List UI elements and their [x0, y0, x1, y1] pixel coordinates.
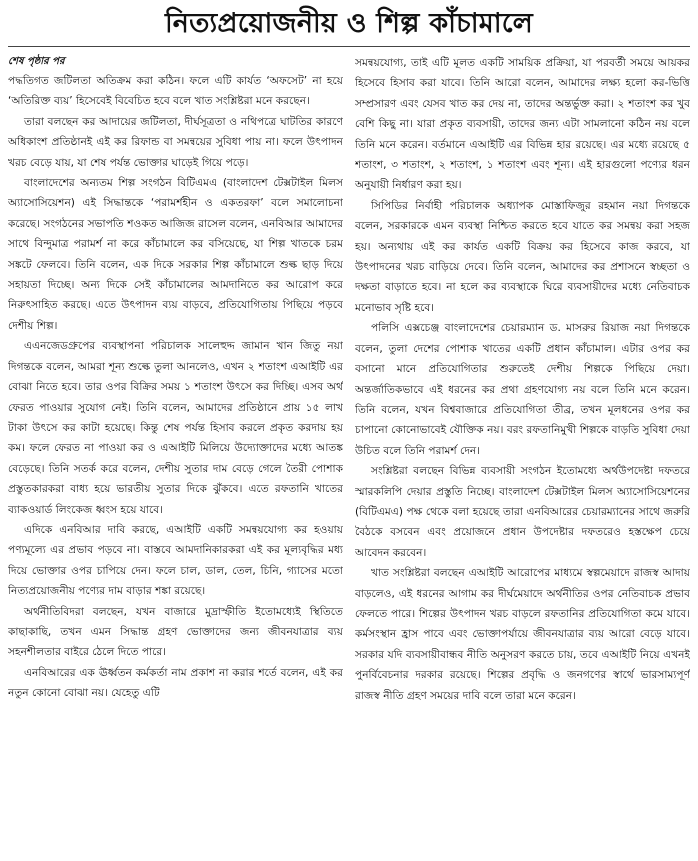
paragraph: এনবিআরের এক ঊর্ধ্বতন কর্মকর্তা নাম প্রকাশ না করার শর্তে বলেন, এই কর নতুন কোনো বোঝা নয়। যেহেতু এটি — [8, 666, 343, 700]
paragraph: খাত সংশ্লিষ্টরা বলছেন এআইটি আরোপের মাধ্যমে স্বল্পমেয়াদে রাজস্ব আদায় বাড়লেও, এই ধরনের আগাম কর দীর্ঘমেয়াদে অর্থনীতির ওপর নেতিবাচক প্রভাব ফেলতে পারে। শিল্পের উৎপাদন খরচ বাড়লে রফতানির প্রতিযোগিতা কমে যাবে। কর্মসংস্থান হ্রাস পাবে এবং ভোক্তাপর্যায়ে জীবনযাত্রার ব্যয় আরো বেড়ে যাবে। সরকার যদি ব্যবসায়ীবান্ধব নীতি অনুসরণ করতে চায়, তবে এআইটি নিয়ে এখনই পুনর্বিবেচনার দরকার রয়েছে। শিল্পের প্রবৃদ্ধি ও জনগণের স্বার্থে ভারসাম্যপূর্ণ রাজস্ব নীতি গ্রহণ সময়ের দাবি বলে তারা মনে করেন। — [355, 567, 690, 702]
paragraph: এএনজেডগ্রুপের ব্যবস্থাপনা পরিচালক সালেহুদ্দ জামান খান জিতু নয়া দিগন্তকে বলেন, আমরা শূন্য শুল্কে তুলা আনলেও, এখন ২ শতাংশ এআইটি এর বোঝা নিতে হবে। তার ওপর বিক্রির সময় ১ শতাংশ উৎসে কর দিচ্ছি। এসব অর্থ ফেরত পাওয়ার সুযোগ নেই। তিনি বলেন, আমাদের প্রতিষ্ঠানে প্রায় ১৫ লাখ টাকা উৎসে কর কাটা হয়েছে। কিন্তু শেষ পর্যন্ত হিসাব করলে প্রকৃত করদায় হয় কম। ফলে ফেরত না পাওয়া কর ও এআইটি মিলিয়ে উদ্যোক্তাদের মধ্যে আতঙ্ক বেড়েছে। তিনি সতর্ক করে বলেন, দেশীয় সুতার দাম বেড়ে গেলে তৈরী পোশাক প্রস্তুতকারকরা বাধ্য হয়ে ভারতীয় সুতার দিকে ঝুঁকবে। এতে রফতানি খাতের ব্যাকওয়ার্ড লিংকেজ ধ্বংস হয়ে যাবে। — [8, 340, 343, 516]
paragraph: সংশ্লিষ্টরা বলছেন বিভিন্ন ব্যবসায়ী সংগঠন ইতোমধ্যে অর্থউপদেষ্টা দফতরে স্মারকলিপি দেয়ার প্রস্তুতি নিচ্ছে। বাংলাদেশ টেক্সটাইল মিলস অ্যাসোসিয়েশনের (বিটিএমএ) পক্ষ থেকে বলা হয়েছে তারা এনবিআরের চেয়ারম্যানের সাথে জরুরি বৈঠকে বসবেন এবং প্রয়োজনে প্রধান উপদেষ্টার দফতরেও হস্তক্ষেপ চেয়ে আবেদন করবেন। — [355, 465, 690, 559]
paragraph: তারা বলছেন কর আদায়ের জটিলতা, দীর্ঘসূত্রতা ও নথিপত্রে ঘাটতির কারণে অধিকাংশ প্রতিষ্ঠানই এই কর রিফান্ড বা সমন্বয়ের সুবিধা পায় না। ফলে উৎপাদন খরচ বেড়ে যায়, যা শেষ পর্যন্ত ভোক্তার ঘাড়েই গিয়ে পড়ে। — [8, 115, 343, 169]
right-column — [355, 53, 690, 706]
paragraph: এদিকে এনবিআর দাবি করছে, এআইটি একটি সমন্বয়যোগ্য কর হওয়ায় পণ্যমূল্যে এর প্রভাব পড়বে না। বাস্তবে আমদানিকারকরা এই কর মূল্যবৃদ্ধির মধ্য দিয়ে ভোক্তার ওপর চাপিয়ে দেন। ফলে চাল, ডাল, তেল, চিনি, গ্যাসের মতো নিত্যপ্রয়োজনীয় পণ্যের দাম বাড়ার শঙ্কা রয়েছে। — [8, 523, 343, 598]
paragraph: পলিসি এক্সচেঞ্জ বাংলাদেশের চেয়ারম্যান ড. মাসরুর রিয়াজ নয়া দিগন্তকে বলেন, তুলা দেশের পোশাক খাতের একটি প্রধান কাঁচামাল। এটার ওপর কর বসানো মানে প্রতিযোগিতার শুরুতেই দেশীয় শিল্পকে পিছিয়ে দেয়া। অন্তর্জাতিকভাবে এই ধরনের কর প্রথা গ্রহণযোগ্য নয় বলে তিনি মনে করেন। তিনি বলেন, যখন বিশ্ববাজারে প্রতিযোগিতা তীব্র, তখন মূলধনের ওপর কর চাপানো কোনোভাবেই যৌক্তিক নয়। বরং রফতানিমুখী শিল্পকে বাড়তি সুবিধা দেয়া উচিত বলে তিনি পরামর্শ দেন। — [355, 322, 690, 457]
article-body — [8, 53, 690, 706]
continued-label: শেষ পৃষ্ঠার পর — [8, 56, 65, 67]
paragraph: অর্থনীতিবিদরা বলছেন, যখন বাজারে মুদ্রাস্ফীতি ইতোমধ্যেই স্থিতিতে কাছাকাছি, তখন এমন সিদ্ধান্ত গ্রহণ ভোক্তাদের জন্য জীবনযাত্রার ব্যয় সহনশীলতার বাইরে ঠেলে দিতে পারে। — [8, 605, 343, 659]
left-column — [8, 53, 343, 706]
paragraph: সিপিডির নির্বাহী পরিচালক অধ্যাপক মোস্তাফিজুর রহমান নয়া দিগন্তকে বলেন, সরকারকে এমন ব্যবস্থা নিশ্চিত করতে হবে যাতে কর সমন্বয় করা সহজ হয়। অন্যথায় এই কর কার্যত একটি বিক্রয় কর হিসেবে কাজ করবে, যা উৎপাদনের খরচ বাড়িয়ে দেবে। তিনি বলেন, আমাদের কর প্রশাসনে স্বচ্ছতা ও দক্ষতা বাড়াতে হবে। না হলে কর ব্যবস্থাকে ঘিরে ব্যবসায়ীদের মধ্যে নেতিবাচক মনোভাব সৃষ্টি হবে। — [355, 199, 690, 314]
paragraph: সমন্বয়যোগ্য, তাই এটি মূলত একটি সাময়িক প্রক্রিয়া, যা পরবর্তী সময়ে আয়কর হিসেবে হিসাব করা যাবে। তিনি আরো বলেন, আমাদের লক্ষ্য হলো কর-ভিত্তি সম্প্রসারণ এবং যেসব খাত কর দেয় না, তাদের অন্তর্ভুক্ত করা। ২ শতাংশ কর খুব বেশি কিছু না। যারা প্রকৃত ব্যবসায়ী, তাদের জন্য এটা সামলানো কঠিন নয় বলে তিনি মনে করেন। বর্তমানে এআইটি এর বিভিন্ন হার রয়েছে। এর মধ্যে রয়েছে ৫ শতাংশ, ৩ শতাংশ, ২ শতাংশ, ১ শতাংশ এবং শূন্য। এই হারগুলো পণ্যের ধরন অনুযায়ী নির্ধারণ করা হয়। — [355, 57, 690, 192]
paragraph: বাংলাদেশের অন্যতম শিল্প সংগঠন বিটিএমএ (বাংলাদেশ টেক্সটাইল মিলস অ্যাসোসিয়েশন) এই সিদ্ধান্তকে ‘পরামর্শহীন ও একতরফা’ বলে সমালোচনা করেছে। সংগঠনের সভাপতি শওকত আজিজ রাসেল বলেন, এনবিআর আমাদের সাথে বিন্দুমাত্র পরামর্শ না করে কাঁচামালে কর বসিয়েছে, যা শিল্প খাতকে চরম সঙ্কটে ফেলবে। তিনি বলেন, এক দিকে সরকার শিল্প কাঁচামালে শুল্ক ছাড় দিয়ে সহায়তা দিচ্ছে। অন্য দিকে সেই কাঁচামালের আমদানিতে কর আরোপ করে নিরুৎসাহিত করছে। এতে উৎপাদন ব্যয় বাড়বে, প্রতিযোগিতায় পিছিয়ে পড়বে দেশীয় শিল্প। — [8, 177, 343, 332]
paragraph: পদ্ধতিগত জটিলতা অতিক্রম করা কঠিন। ফলে এটি কার্যত ‘অফসেট’ না হয়ে ‘অতিরিক্ত ব্যয়’ হিসেবেই বিবেচিত হবে বলে খাত সংশ্লিষ্টরা মনে করছেন। — [8, 75, 343, 108]
headline: নিত্যপ্রয়োজনীয় ও শিল্প কাঁচামালে — [8, 4, 690, 47]
